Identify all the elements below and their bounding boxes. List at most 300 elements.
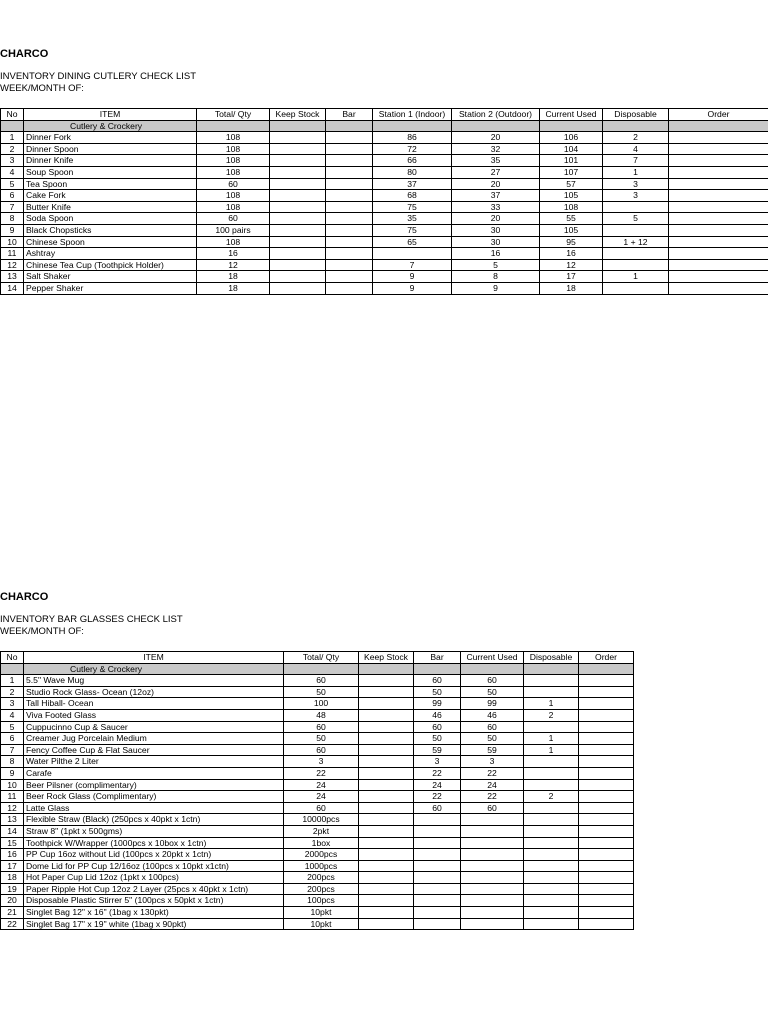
table-cell: 5 [603, 213, 669, 225]
table-row [1, 756, 634, 768]
table-cell [326, 224, 373, 236]
item-name: Carafe [24, 767, 284, 779]
table-cell [359, 744, 414, 756]
row-number: 9 [1, 767, 24, 779]
table-cell: 12 [540, 259, 603, 271]
table-cell [579, 918, 634, 930]
table-cell [326, 236, 373, 248]
column-header: Keep Stock [270, 109, 326, 121]
table-cell [373, 248, 452, 260]
table-cell [579, 721, 634, 733]
table-cell [603, 224, 669, 236]
table-cell: 55 [540, 213, 603, 225]
table-cell [579, 756, 634, 768]
item-name: Black Chopsticks [24, 224, 197, 236]
table-cell [326, 120, 373, 132]
table-cell [669, 282, 768, 294]
item-name: Water Pilthe 2 Liter [24, 756, 284, 768]
table-cell [359, 686, 414, 698]
brand-title: CHARCO [0, 48, 49, 60]
row-number: 14 [1, 825, 24, 837]
column-header: Current Used [461, 652, 524, 664]
item-name: Soup Spoon [24, 166, 197, 178]
item-name: Straw 8" (1pkt x 500gms) [24, 825, 284, 837]
table-cell [669, 178, 768, 190]
table-cell [524, 675, 579, 687]
table-row [1, 166, 768, 178]
table-cell: 30 [452, 224, 540, 236]
table-cell [359, 675, 414, 687]
table-cell [359, 733, 414, 745]
table-cell [669, 155, 768, 167]
table-row [1, 201, 768, 213]
table-row [1, 721, 634, 733]
table-cell: 3 [414, 756, 461, 768]
row-number: 13 [1, 271, 24, 283]
table-cell: 1 [524, 744, 579, 756]
table-cell: 33 [452, 201, 540, 213]
table-cell [270, 282, 326, 294]
table-row [1, 259, 768, 271]
table-row [1, 190, 768, 202]
item-name: Viva Footed Glass [24, 709, 284, 721]
table-cell: 101 [540, 155, 603, 167]
table-cell [461, 860, 524, 872]
table-cell: 86 [373, 132, 452, 144]
table-cell: 108 [197, 132, 270, 144]
table-cell: 37 [452, 190, 540, 202]
item-name: 5.5" Wave Mug [24, 675, 284, 687]
table-cell: 60 [414, 721, 461, 733]
table-cell [669, 143, 768, 155]
column-header: ITEM [24, 109, 197, 121]
table-row [1, 907, 634, 919]
table-cell: 57 [540, 178, 603, 190]
row-number: 2 [1, 686, 24, 698]
item-name: Cake Fork [24, 190, 197, 202]
item-name: PP Cup 16oz without Lid (100pcs x 20pkt x 1ctn) [24, 849, 284, 861]
table-cell [326, 155, 373, 167]
row-number: 7 [1, 201, 24, 213]
item-name: Singlet Bag 12" x 16" (1bag x 130pkt) [24, 907, 284, 919]
row-number: 10 [1, 236, 24, 248]
table-cell [461, 895, 524, 907]
table-cell [669, 259, 768, 271]
table-cell: 104 [540, 143, 603, 155]
table-row [1, 837, 634, 849]
table-row [1, 178, 768, 190]
table-row [1, 132, 768, 144]
table-cell [373, 120, 452, 132]
row-number: 1 [1, 132, 24, 144]
column-header: Total/ Qty [284, 652, 359, 664]
table-cell: 16 [540, 248, 603, 260]
table-row [1, 155, 768, 167]
item-name: Cuppucinno Cup & Saucer [24, 721, 284, 733]
table-cell: 59 [414, 744, 461, 756]
table-cell: 24 [284, 791, 359, 803]
table-cell: 20 [452, 213, 540, 225]
table-cell: 22 [414, 791, 461, 803]
table-cell [524, 895, 579, 907]
table-cell: 108 [197, 201, 270, 213]
table-cell: 22 [461, 791, 524, 803]
table-row [1, 733, 634, 745]
row-number: 2 [1, 143, 24, 155]
table-cell [359, 709, 414, 721]
column-header: Disposable [603, 109, 669, 121]
table-cell: 37 [373, 178, 452, 190]
table-cell [579, 849, 634, 861]
table-cell: 3 [461, 756, 524, 768]
item-name: Butter Knife [24, 201, 197, 213]
table-cell [669, 166, 768, 178]
table-cell [461, 918, 524, 930]
table-cell [579, 895, 634, 907]
table-cell: 30 [452, 236, 540, 248]
table-cell: 100 [284, 698, 359, 710]
table-row [1, 883, 634, 895]
table-cell [359, 907, 414, 919]
table-cell [579, 744, 634, 756]
column-header: Current Used [540, 109, 603, 121]
table-cell: 60 [414, 675, 461, 687]
table-cell: 46 [461, 709, 524, 721]
table-cell: 60 [197, 178, 270, 190]
table-cell: 12 [197, 259, 270, 271]
table-cell [579, 814, 634, 826]
table-cell [270, 155, 326, 167]
table-cell [669, 248, 768, 260]
table-row [1, 918, 634, 930]
table-row [1, 224, 768, 236]
table-cell [270, 213, 326, 225]
item-name: Salt Shaker [24, 271, 197, 283]
table-cell [414, 814, 461, 826]
table-cell [579, 767, 634, 779]
bar-header [0, 591, 183, 637]
item-name: Chinese Spoon [24, 236, 197, 248]
table-cell: 108 [540, 201, 603, 213]
table-cell: 50 [284, 686, 359, 698]
table-cell: 24 [461, 779, 524, 791]
column-header: Station 1 (Indoor) [373, 109, 452, 121]
table-cell [359, 872, 414, 884]
table-row [1, 814, 634, 826]
table-cell: 10pkt [284, 907, 359, 919]
table-cell: 200pcs [284, 883, 359, 895]
table-cell: 1 [524, 698, 579, 710]
table-cell [669, 201, 768, 213]
table-cell: 60 [414, 802, 461, 814]
table-cell: 60 [461, 721, 524, 733]
table-cell [1, 120, 24, 132]
table-cell: 17 [540, 271, 603, 283]
item-name: Beer Rock Glass (Complimentary) [24, 791, 284, 803]
table-cell [270, 166, 326, 178]
row-number: 15 [1, 837, 24, 849]
table-cell: 10000pcs [284, 814, 359, 826]
table-cell [359, 779, 414, 791]
table-cell [603, 120, 669, 132]
table-cell: 20 [452, 132, 540, 144]
table-cell: 24 [284, 779, 359, 791]
table-row [1, 872, 634, 884]
table-cell: 108 [197, 236, 270, 248]
table-cell [524, 721, 579, 733]
column-header: Station 2 (Outdoor) [452, 109, 540, 121]
table-cell [326, 259, 373, 271]
item-name: Dome Lid for PP Cup 12/16oz (100pcs x 10pkt x1ctn) [24, 860, 284, 872]
row-number: 11 [1, 791, 24, 803]
table-cell: 108 [197, 143, 270, 155]
table-cell [579, 709, 634, 721]
table-cell [524, 663, 579, 675]
table-cell [326, 132, 373, 144]
table-header-row [1, 109, 768, 121]
table-cell [669, 236, 768, 248]
table-cell [359, 802, 414, 814]
table-cell [579, 779, 634, 791]
table-cell [359, 825, 414, 837]
table-cell: 22 [284, 767, 359, 779]
table-cell [579, 860, 634, 872]
table-cell [359, 756, 414, 768]
table-cell: 10pkt [284, 918, 359, 930]
table-cell [524, 837, 579, 849]
row-number: 12 [1, 259, 24, 271]
item-name: Ashtray [24, 248, 197, 260]
row-number: 3 [1, 155, 24, 167]
table-cell: 99 [414, 698, 461, 710]
table-row [1, 744, 634, 756]
row-number: 5 [1, 721, 24, 733]
table-cell [270, 201, 326, 213]
table-cell [603, 248, 669, 260]
table-cell [579, 675, 634, 687]
table-cell: 2pkt [284, 825, 359, 837]
table-cell [284, 663, 359, 675]
table-row [1, 271, 768, 283]
table-cell [414, 895, 461, 907]
table-cell [359, 791, 414, 803]
table-cell [414, 663, 461, 675]
row-number: 16 [1, 849, 24, 861]
table-cell: 8 [452, 271, 540, 283]
table-row [1, 236, 768, 248]
table-cell: 60 [284, 744, 359, 756]
table-cell: 46 [414, 709, 461, 721]
table-cell [326, 201, 373, 213]
table-cell: 59 [461, 744, 524, 756]
table-cell [414, 918, 461, 930]
table-cell [579, 802, 634, 814]
table-cell [326, 178, 373, 190]
table-cell: 65 [373, 236, 452, 248]
category-label: Cutlery & Crockery [24, 663, 284, 675]
table-cell: 16 [452, 248, 540, 260]
row-number: 6 [1, 733, 24, 745]
table-cell: 2 [524, 791, 579, 803]
table-header-row [1, 652, 634, 664]
table-cell [359, 837, 414, 849]
table-row [1, 213, 768, 225]
row-number: 7 [1, 744, 24, 756]
table-cell: 2 [524, 709, 579, 721]
table-cell: 75 [373, 201, 452, 213]
table-cell [524, 825, 579, 837]
table-cell: 60 [461, 675, 524, 687]
table-cell [270, 143, 326, 155]
column-header: Bar [414, 652, 461, 664]
row-number: 18 [1, 872, 24, 884]
item-name: Singlet Bag 17" x 19" white (1bag x 90pkt) [24, 918, 284, 930]
item-name: Soda Spoon [24, 213, 197, 225]
row-number: 22 [1, 918, 24, 930]
table-cell: 24 [414, 779, 461, 791]
table-row [1, 709, 634, 721]
column-header: Keep Stock [359, 652, 414, 664]
table-cell: 2000pcs [284, 849, 359, 861]
table-row [1, 143, 768, 155]
item-name: Dinner Fork [24, 132, 197, 144]
row-number: 4 [1, 709, 24, 721]
item-name: Pepper Shaker [24, 282, 197, 294]
brand-title: CHARCO [0, 591, 49, 603]
column-header: No [1, 652, 24, 664]
table-cell [414, 883, 461, 895]
table-cell: 22 [414, 767, 461, 779]
table-cell [270, 236, 326, 248]
row-number: 5 [1, 178, 24, 190]
table-cell: 108 [197, 155, 270, 167]
table-cell [669, 132, 768, 144]
table-cell [579, 686, 634, 698]
table-cell: 48 [284, 709, 359, 721]
category-row [1, 663, 634, 675]
table-cell: 100 pairs [197, 224, 270, 236]
item-name: Latte Glass [24, 802, 284, 814]
table-cell [359, 814, 414, 826]
table-cell: 4 [603, 143, 669, 155]
table-cell: 75 [373, 224, 452, 236]
row-number: 21 [1, 907, 24, 919]
table-cell [579, 883, 634, 895]
table-cell: 50 [414, 733, 461, 745]
table-cell: 1 [603, 271, 669, 283]
row-number: 10 [1, 779, 24, 791]
table-cell [579, 825, 634, 837]
item-name: Dinner Spoon [24, 143, 197, 155]
row-number: 11 [1, 248, 24, 260]
column-header: ITEM [24, 652, 284, 664]
table-cell [524, 779, 579, 791]
table-cell: 1000pcs [284, 860, 359, 872]
table-cell [270, 178, 326, 190]
table-cell [326, 282, 373, 294]
table-cell [414, 837, 461, 849]
table-cell [270, 248, 326, 260]
table-cell [603, 201, 669, 213]
table-cell [579, 907, 634, 919]
table-cell [326, 271, 373, 283]
table-cell: 16 [197, 248, 270, 260]
table-cell [524, 883, 579, 895]
table-cell: 50 [284, 733, 359, 745]
table-cell [579, 791, 634, 803]
table-cell [579, 663, 634, 675]
table-cell: 7 [373, 259, 452, 271]
row-number: 14 [1, 282, 24, 294]
table-row [1, 849, 634, 861]
table-cell: 80 [373, 166, 452, 178]
table-cell: 50 [461, 733, 524, 745]
table-cell [603, 282, 669, 294]
table-row [1, 825, 634, 837]
table-cell [414, 907, 461, 919]
table-cell: 72 [373, 143, 452, 155]
table-cell [414, 872, 461, 884]
table-cell: 20 [452, 178, 540, 190]
table-cell [1, 663, 24, 675]
table-cell [326, 143, 373, 155]
table-cell [270, 224, 326, 236]
row-number: 12 [1, 802, 24, 814]
table-cell [461, 663, 524, 675]
cutlery-table [0, 108, 768, 295]
period-label: WEEK/MONTH OF: [0, 625, 84, 637]
table-cell: 18 [197, 271, 270, 283]
row-number: 8 [1, 756, 24, 768]
table-cell: 66 [373, 155, 452, 167]
table-cell [579, 733, 634, 745]
table-cell [414, 849, 461, 861]
table-row [1, 802, 634, 814]
table-row [1, 698, 634, 710]
table-cell: 27 [452, 166, 540, 178]
period-label: WEEK/MONTH OF: [0, 82, 84, 94]
table-cell: 60 [284, 675, 359, 687]
table-cell: 2 [603, 132, 669, 144]
row-number: 6 [1, 190, 24, 202]
table-cell [461, 872, 524, 884]
item-name: Toothpick W/Wrapper (1000pcs x 10box x 1ctn) [24, 837, 284, 849]
table-cell [359, 849, 414, 861]
table-cell [524, 860, 579, 872]
table-cell: 60 [461, 802, 524, 814]
table-cell: 5 [452, 259, 540, 271]
table-cell [461, 814, 524, 826]
table-cell: 99 [461, 698, 524, 710]
table-cell [452, 120, 540, 132]
table-cell [359, 663, 414, 675]
table-cell [579, 837, 634, 849]
column-header: Total/ Qty [197, 109, 270, 121]
table-cell [540, 120, 603, 132]
table-cell: 50 [414, 686, 461, 698]
table-cell: 108 [197, 190, 270, 202]
row-number: 13 [1, 814, 24, 826]
table-cell: 108 [197, 166, 270, 178]
table-cell: 35 [373, 213, 452, 225]
table-cell: 18 [540, 282, 603, 294]
table-cell [524, 756, 579, 768]
table-cell [524, 918, 579, 930]
item-name: Disposable Plastic Stirrer 5" (100pcs x 50pkt x 1ctn) [24, 895, 284, 907]
table-cell [524, 814, 579, 826]
item-name: Flexible Straw (Black) (250pcs x 40pkt x 1ctn) [24, 814, 284, 826]
table-cell: 60 [284, 721, 359, 733]
